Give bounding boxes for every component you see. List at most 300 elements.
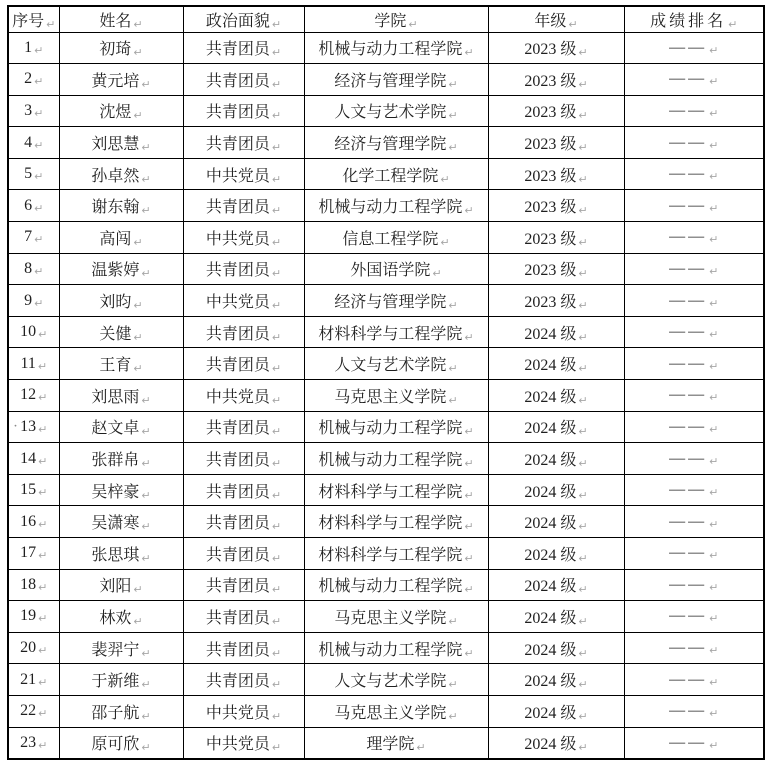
cell-status: [183, 538, 304, 570]
cell-text: 机械与动力工程学院: [318, 452, 463, 470]
paragraph-mark-icon: ↵: [709, 328, 719, 342]
cell-text: ——: [669, 259, 708, 277]
paragraph-mark-icon: ↵: [141, 741, 151, 755]
cell-status: [183, 190, 304, 222]
cell-text: 2024 级: [524, 357, 577, 375]
paragraph-mark-icon: ↵: [578, 457, 588, 471]
paragraph-mark-icon: ↵: [408, 17, 418, 31]
paragraph-mark-icon: ↵: [578, 583, 588, 597]
paragraph-mark-icon: ↵: [709, 422, 719, 436]
cell-text: 温紫婷: [91, 262, 140, 280]
column-header-label: 姓名: [99, 12, 132, 30]
table-row: [8, 664, 764, 696]
cell-rank: [624, 190, 764, 222]
cell-status: [183, 443, 304, 475]
cell-text: 经济与管理学院: [334, 294, 447, 312]
cell-college: [304, 127, 488, 159]
cell-grade: [488, 380, 624, 412]
cell-status: [183, 127, 304, 159]
cell-seq: [8, 64, 59, 96]
paragraph-mark-icon: ↵: [448, 141, 458, 155]
cell-text: 共青团员: [205, 609, 270, 627]
cell-text: 刘阳: [99, 578, 132, 596]
paragraph-mark-icon: ↵: [578, 77, 588, 91]
paragraph-mark-icon: ↵: [38, 517, 48, 531]
cell-status: [183, 695, 304, 727]
paragraph-mark-icon: ↵: [578, 172, 588, 186]
paragraph-mark-icon: ↵: [133, 17, 143, 31]
cell-text: 2024 级: [524, 452, 577, 470]
paragraph-mark-icon: ↵: [271, 235, 282, 249]
cell-text: 22: [20, 702, 37, 720]
cell-text: 2023 级: [524, 167, 577, 185]
cell-text: 谢东翰: [91, 199, 140, 217]
paragraph-mark-icon: ↵: [38, 580, 48, 594]
cell-text: 信息工程学院: [342, 230, 439, 248]
cell-seq: [8, 348, 59, 380]
cell-seq: [8, 316, 59, 348]
paragraph-mark-icon: ↵: [141, 393, 151, 407]
cell-text: 邵子航: [91, 704, 140, 722]
cell-text: 2024 级: [524, 736, 577, 754]
cell-grade: [488, 158, 624, 190]
cell-text: 共青团员: [205, 578, 270, 596]
cell-text: 机械与动力工程学院: [318, 41, 463, 59]
cell-grade: [488, 443, 624, 475]
paragraph-mark-icon: ↵: [432, 267, 442, 281]
table-row: [8, 348, 764, 380]
paragraph-mark-icon: ↵: [271, 109, 282, 123]
cell-name: [59, 538, 183, 570]
cell-text: 17: [20, 544, 37, 562]
paragraph-mark-icon: ↵: [271, 393, 282, 407]
cell-text: 共青团员: [205, 420, 270, 438]
paragraph-mark-icon: ↵: [448, 393, 458, 407]
paragraph-mark-icon: ↵: [133, 583, 143, 597]
paragraph-mark-icon: ↵: [709, 391, 719, 405]
paragraph-mark-icon: ↵: [464, 551, 474, 565]
cell-text: 材料科学与工程学院: [318, 483, 463, 501]
cell-rank: [624, 127, 764, 159]
cell-text: ——: [669, 733, 708, 751]
cell-text: 8: [24, 259, 33, 277]
cell-name: [59, 190, 183, 222]
cell-text: 23: [20, 733, 37, 751]
cell-text: 张思琪: [91, 546, 140, 564]
paragraph-mark-icon: ↵: [38, 454, 48, 468]
cell-text: 中共党员: [205, 294, 270, 312]
cell-rank: [624, 411, 764, 443]
cell-name: [59, 64, 183, 96]
cell-seq: [8, 632, 59, 664]
paragraph-mark-icon: ↵: [578, 741, 588, 755]
table-row: [8, 127, 764, 159]
table-row: [8, 32, 764, 64]
cell-name: [59, 411, 183, 443]
cell-status: [183, 632, 304, 664]
paragraph-mark-icon: ↵: [141, 172, 151, 186]
cell-text: 21: [20, 670, 37, 688]
cell-name: [59, 253, 183, 285]
paragraph-mark-icon: ↵: [271, 488, 282, 502]
cell-text: 共青团员: [205, 515, 270, 533]
cell-text: 原可欣: [91, 736, 140, 754]
column-header-label: 政治面貌: [205, 12, 270, 30]
cell-seq: [8, 727, 59, 759]
paragraph-mark-icon: ↵: [448, 709, 458, 723]
paragraph-mark-icon: ↵: [578, 393, 588, 407]
paragraph-mark-icon: ↵: [709, 43, 719, 57]
paragraph-mark-icon: ↵: [578, 362, 588, 376]
cell-text: 沈煜: [99, 104, 132, 122]
cell-text: 16: [20, 512, 37, 530]
cell-text: 关健: [99, 325, 132, 343]
cell-grade: [488, 32, 624, 64]
cell-text: 2024 级: [524, 515, 577, 533]
paragraph-mark-icon: ↵: [271, 457, 282, 471]
paragraph-mark-icon: ↵: [464, 646, 474, 660]
cell-text: 2: [24, 70, 33, 88]
paragraph-mark-icon: ↵: [34, 201, 44, 215]
paragraph-mark-icon: ↵: [578, 46, 588, 60]
cell-text: ——: [669, 575, 708, 593]
column-header-rank: [624, 6, 764, 32]
cell-text: 2024 级: [524, 420, 577, 438]
paragraph-mark-icon: ↵: [141, 520, 151, 534]
cell-seq: [8, 601, 59, 633]
cell-status: [183, 601, 304, 633]
cell-text: 3: [24, 101, 33, 119]
cell-text: 共青团员: [205, 136, 270, 154]
cell-college: [304, 443, 488, 475]
cell-text: 机械与动力工程学院: [318, 420, 463, 438]
cell-text: 人文与艺术学院: [334, 673, 447, 691]
paragraph-mark-icon: ↵: [709, 707, 719, 721]
cell-status: [183, 158, 304, 190]
cell-name: [59, 316, 183, 348]
cell-text: 2024 级: [524, 325, 577, 343]
cell-text: 人文与艺术学院: [334, 357, 447, 375]
cell-name: [59, 664, 183, 696]
paragraph-mark-icon: ↵: [133, 46, 143, 60]
cell-seq: [8, 222, 59, 254]
cell-seq: [8, 32, 59, 64]
cell-name: [59, 127, 183, 159]
paragraph-mark-icon: ↵: [37, 359, 48, 373]
paragraph-mark-icon: ↵: [271, 362, 282, 376]
cell-text: 化学工程学院: [342, 167, 439, 185]
table-row: [8, 411, 764, 443]
cell-text: 高闯: [99, 230, 132, 248]
paragraph-mark-icon: ↵: [133, 109, 143, 123]
cell-text: 5: [24, 165, 33, 183]
cell-name: [59, 158, 183, 190]
cell-text: 共青团员: [205, 357, 270, 375]
cell-text: 张群帛: [91, 452, 140, 470]
cell-text: 2023 级: [524, 41, 577, 59]
cell-college: [304, 695, 488, 727]
cell-text: 2024 级: [524, 673, 577, 691]
paragraph-mark-icon: ↵: [709, 612, 719, 626]
paragraph-mark-icon: ↵: [709, 201, 719, 215]
table-row: [8, 316, 764, 348]
column-header-label: 年级: [534, 12, 567, 30]
cell-status: [183, 380, 304, 412]
cell-grade: [488, 569, 624, 601]
paragraph-mark-icon: ↵: [141, 267, 151, 281]
paragraph-mark-icon: ↵: [578, 709, 588, 723]
column-header-label: 成绩排名: [650, 12, 727, 30]
cell-text: ——: [669, 449, 708, 467]
cell-text: 理学院: [366, 736, 415, 754]
cell-text: 刘思雨: [91, 388, 140, 406]
paragraph-mark-icon: ↵: [271, 709, 282, 723]
cell-name: [59, 506, 183, 538]
paragraph-mark-icon: ↵: [709, 264, 719, 278]
paragraph-mark-icon: ↵: [271, 551, 282, 565]
table-row: [8, 474, 764, 506]
paragraph-mark-icon: ↵: [464, 583, 474, 597]
cell-text: 共青团员: [205, 483, 270, 501]
cell-text: ——: [669, 481, 708, 499]
row-marker-dot-icon: ·: [13, 418, 18, 435]
cell-text: ——: [669, 639, 708, 657]
cell-rank: [624, 443, 764, 475]
table-row: [8, 64, 764, 96]
cell-text: 4: [24, 133, 33, 151]
paragraph-mark-icon: ↵: [578, 678, 588, 692]
table-row: [8, 380, 764, 412]
paragraph-mark-icon: ↵: [578, 646, 588, 660]
cell-seq: [8, 190, 59, 222]
cell-text: 2023 级: [524, 104, 577, 122]
paragraph-mark-icon: ↵: [709, 644, 719, 658]
cell-status: [183, 95, 304, 127]
cell-status: [183, 664, 304, 696]
paragraph-mark-icon: ↵: [34, 170, 44, 184]
cell-text: ——: [669, 417, 708, 435]
cell-name: [59, 32, 183, 64]
cell-seq: [8, 695, 59, 727]
cell-rank: [624, 569, 764, 601]
cell-text: 2023 级: [524, 199, 577, 217]
cell-rank: [624, 316, 764, 348]
cell-grade: [488, 127, 624, 159]
cell-grade: [488, 506, 624, 538]
paragraph-mark-icon: ↵: [448, 299, 458, 313]
cell-college: [304, 380, 488, 412]
cell-grade: [488, 316, 624, 348]
paragraph-mark-icon: ↵: [709, 675, 719, 689]
table-row: [8, 538, 764, 570]
cell-text: 初琦: [99, 41, 132, 59]
cell-college: [304, 316, 488, 348]
cell-rank: [624, 695, 764, 727]
paragraph-mark-icon: ↵: [133, 362, 143, 376]
paragraph-mark-icon: ↵: [464, 330, 474, 344]
cell-text: 18: [20, 575, 37, 593]
paragraph-mark-icon: ↵: [416, 741, 426, 755]
cell-seq: [8, 569, 59, 601]
cell-name: [59, 474, 183, 506]
paragraph-mark-icon: ↵: [271, 267, 282, 281]
cell-text: 吴潇寒: [91, 515, 140, 533]
paragraph-mark-icon: ↵: [578, 204, 588, 218]
paragraph-mark-icon: ↵: [271, 204, 282, 218]
cell-text: 2024 级: [524, 578, 577, 596]
cell-rank: [624, 474, 764, 506]
paragraph-mark-icon: ↵: [709, 138, 719, 152]
cell-text: 7: [24, 228, 33, 246]
cell-text: ——: [669, 228, 708, 246]
paragraph-mark-icon: ↵: [578, 425, 588, 439]
cell-text: 中共党员: [205, 736, 270, 754]
cell-seq: [8, 411, 59, 443]
table-row: [8, 95, 764, 127]
cell-name: [59, 632, 183, 664]
cell-college: [304, 411, 488, 443]
cell-college: [304, 95, 488, 127]
paragraph-mark-icon: ↵: [34, 138, 44, 152]
paragraph-mark-icon: ↵: [141, 141, 151, 155]
cell-text: 共青团员: [205, 673, 270, 691]
paragraph-mark-icon: ↵: [271, 17, 282, 31]
paragraph-mark-icon: ↵: [38, 328, 48, 342]
paragraph-mark-icon: ↵: [271, 425, 282, 439]
paragraph-mark-icon: ↵: [709, 549, 719, 563]
cell-rank: [624, 632, 764, 664]
paragraph-mark-icon: ↵: [38, 738, 48, 752]
cell-name: [59, 569, 183, 601]
cell-text: 2023 级: [524, 230, 577, 248]
cell-name: [59, 443, 183, 475]
paragraph-mark-icon: ↵: [133, 235, 143, 249]
cell-name: [59, 348, 183, 380]
cell-name: [59, 695, 183, 727]
paragraph-mark-icon: ↵: [34, 233, 44, 247]
paragraph-mark-icon: ↵: [709, 359, 719, 373]
cell-text: 经济与管理学院: [334, 72, 447, 90]
paragraph-mark-icon: ↵: [709, 580, 719, 594]
cell-text: 经济与管理学院: [334, 136, 447, 154]
cell-status: [183, 64, 304, 96]
cell-grade: [488, 695, 624, 727]
paragraph-mark-icon: ↵: [709, 170, 719, 184]
column-header-college: [304, 6, 488, 32]
table-row: [8, 632, 764, 664]
paragraph-mark-icon: ↵: [578, 141, 588, 155]
cell-text: 裴羿宁: [91, 641, 140, 659]
cell-seq: [8, 158, 59, 190]
cell-grade: [488, 64, 624, 96]
table-row: [8, 190, 764, 222]
cell-college: [304, 538, 488, 570]
cell-name: [59, 380, 183, 412]
paragraph-mark-icon: ↵: [440, 235, 450, 249]
paragraph-mark-icon: ↵: [34, 43, 44, 57]
cell-text: 共青团员: [205, 262, 270, 280]
cell-name: [59, 727, 183, 759]
table-row: [8, 222, 764, 254]
cell-grade: [488, 190, 624, 222]
paragraph-mark-icon: ↵: [141, 77, 151, 91]
paragraph-mark-icon: ↵: [271, 77, 282, 91]
cell-college: [304, 64, 488, 96]
cell-grade: [488, 538, 624, 570]
cell-rank: [624, 285, 764, 317]
cell-college: [304, 569, 488, 601]
cell-status: [183, 253, 304, 285]
cell-text: ——: [669, 544, 708, 562]
paragraph-mark-icon: ↵: [578, 109, 588, 123]
cell-text: 共青团员: [205, 546, 270, 564]
cell-text: 2023 级: [524, 72, 577, 90]
header-row: [8, 6, 764, 32]
cell-rank: [624, 601, 764, 633]
paragraph-mark-icon: ↵: [464, 488, 474, 502]
cell-text: 15: [20, 481, 37, 499]
cell-text: ——: [669, 101, 708, 119]
paragraph-mark-icon: ↵: [578, 520, 588, 534]
paragraph-mark-icon: ↵: [133, 330, 143, 344]
cell-grade: [488, 601, 624, 633]
cell-text: ——: [669, 165, 708, 183]
paragraph-mark-icon: ↵: [464, 46, 474, 60]
cell-text: 共青团员: [205, 641, 270, 659]
paragraph-mark-icon: ↵: [709, 106, 719, 120]
cell-grade: [488, 253, 624, 285]
cell-text: 10: [20, 323, 37, 341]
cell-rank: [624, 222, 764, 254]
cell-text: 2024 级: [524, 704, 577, 722]
cell-status: [183, 411, 304, 443]
paragraph-mark-icon: ↵: [709, 486, 719, 500]
cell-college: [304, 664, 488, 696]
paragraph-mark-icon: ↵: [709, 517, 719, 531]
cell-rank: [624, 64, 764, 96]
cell-text: 2024 级: [524, 609, 577, 627]
paragraph-mark-icon: ↵: [34, 264, 44, 278]
cell-text: 孙卓然: [91, 167, 140, 185]
paragraph-mark-icon: ↵: [271, 614, 282, 628]
cell-status: [183, 222, 304, 254]
cell-seq: [8, 95, 59, 127]
paragraph-mark-icon: ↵: [271, 141, 282, 155]
cell-status: [183, 285, 304, 317]
table-row: [8, 285, 764, 317]
cell-college: [304, 632, 488, 664]
column-header-label: 序号: [12, 12, 45, 30]
table-row: [8, 506, 764, 538]
paragraph-mark-icon: ↵: [448, 614, 458, 628]
paragraph-mark-icon: ↵: [448, 77, 458, 91]
paragraph-mark-icon: ↵: [38, 391, 48, 405]
cell-text: 刘思慧: [91, 136, 140, 154]
cell-grade: [488, 411, 624, 443]
cell-text: ——: [669, 38, 708, 56]
cell-text: 赵文卓: [91, 420, 140, 438]
cell-text: 于新维: [91, 673, 140, 691]
paragraph-mark-icon: ↵: [38, 612, 48, 626]
cell-college: [304, 506, 488, 538]
cell-status: [183, 316, 304, 348]
cell-name: [59, 95, 183, 127]
cell-text: ——: [669, 196, 708, 214]
cell-text: ——: [669, 386, 708, 404]
column-header-grade: [488, 6, 624, 32]
cell-college: [304, 727, 488, 759]
cell-text: 2024 级: [524, 483, 577, 501]
